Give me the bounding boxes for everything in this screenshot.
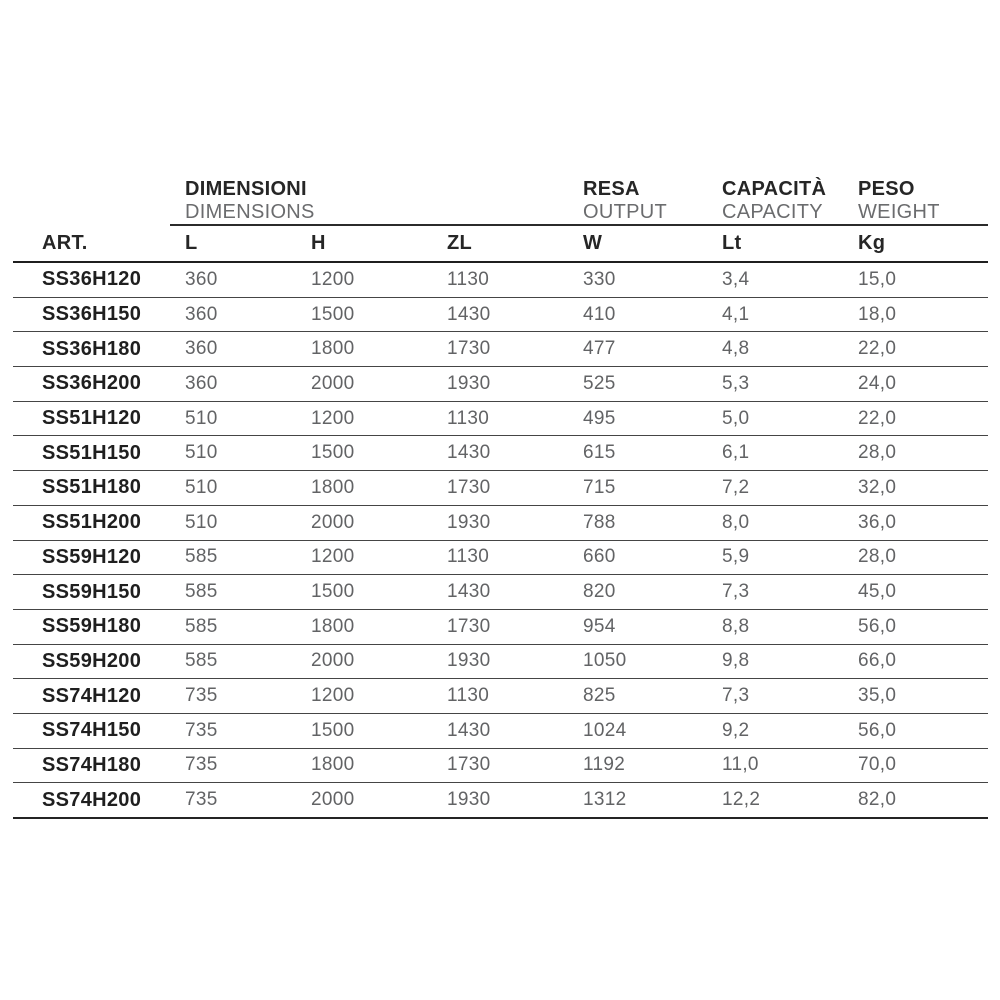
cell-l: 735 — [185, 754, 218, 776]
cell-art: SS36H180 — [42, 337, 142, 360]
spec-table — [13, 178, 988, 819]
cell-zl: 1730 — [447, 476, 491, 498]
cell-l: 510 — [185, 511, 218, 533]
cell-w: 495 — [583, 407, 616, 429]
cell-kg: 35,0 — [858, 685, 897, 707]
cell-art: SS51H200 — [42, 511, 142, 534]
table-row — [13, 263, 988, 298]
cell-lt: 7,3 — [722, 581, 750, 603]
cell-art: SS59H200 — [42, 649, 142, 672]
cell-art: SS36H200 — [42, 372, 142, 395]
cell-h: 1200 — [311, 268, 355, 290]
cell-w: 954 — [583, 615, 616, 637]
cell-zl: 1930 — [447, 650, 491, 672]
cell-l: 735 — [185, 685, 218, 707]
table-row — [13, 506, 988, 541]
cell-art: SS59H120 — [42, 545, 142, 568]
table-row — [13, 575, 988, 610]
cell-w: 1050 — [583, 650, 627, 672]
cell-zl: 1430 — [447, 442, 491, 464]
group-header-row — [13, 178, 988, 226]
cell-art: SS51H120 — [42, 407, 142, 430]
table-body — [13, 263, 988, 819]
cell-h: 1500 — [311, 719, 355, 741]
cell-lt: 3,4 — [722, 268, 750, 290]
cell-kg: 70,0 — [858, 754, 897, 776]
table-row — [13, 714, 988, 749]
cell-kg: 56,0 — [858, 719, 897, 741]
cell-w: 330 — [583, 268, 616, 290]
cell-lt: 12,2 — [722, 789, 761, 811]
cell-l: 735 — [185, 789, 218, 811]
table-row — [13, 298, 988, 333]
cell-l: 510 — [185, 442, 218, 464]
cell-zl: 1430 — [447, 303, 491, 325]
column-header-l: L — [185, 232, 198, 254]
cell-h: 1500 — [311, 303, 355, 325]
group-header-capacity — [722, 178, 826, 224]
cell-w: 715 — [583, 476, 616, 498]
table-row — [13, 610, 988, 645]
table-row — [13, 783, 988, 819]
cell-l: 360 — [185, 338, 218, 360]
cell-lt: 4,8 — [722, 338, 750, 360]
cell-h: 1500 — [311, 442, 355, 464]
cell-kg: 32,0 — [858, 476, 897, 498]
table-row — [13, 541, 988, 576]
cell-zl: 1130 — [447, 268, 490, 290]
cell-kg: 28,0 — [858, 442, 897, 464]
cell-zl: 1730 — [447, 615, 491, 637]
cell-w: 825 — [583, 685, 616, 707]
table-row — [13, 749, 988, 784]
cell-lt: 5,9 — [722, 546, 750, 568]
cell-art: SS74H120 — [42, 684, 142, 707]
cell-l: 510 — [185, 407, 218, 429]
cell-l: 360 — [185, 268, 218, 290]
cell-zl: 1930 — [447, 511, 491, 533]
cell-w: 615 — [583, 442, 616, 464]
table-row — [13, 332, 988, 367]
cell-l: 510 — [185, 476, 218, 498]
cell-l: 585 — [185, 581, 218, 603]
cell-lt: 4,1 — [722, 303, 750, 325]
group-label-it: PESO — [858, 178, 915, 200]
cell-lt: 5,3 — [722, 372, 750, 394]
column-header-art: ART. — [42, 232, 88, 254]
cell-w: 477 — [583, 338, 616, 360]
cell-art: SS36H150 — [42, 303, 142, 326]
column-header-zl: ZL — [447, 232, 473, 254]
cell-zl: 1130 — [447, 546, 490, 568]
cell-h: 2000 — [311, 789, 355, 811]
cell-art: SS74H150 — [42, 719, 142, 742]
cell-zl: 1930 — [447, 372, 491, 394]
cell-kg: 82,0 — [858, 789, 897, 811]
cell-w: 1024 — [583, 719, 627, 741]
cell-lt: 6,1 — [722, 442, 750, 464]
cell-zl: 1430 — [447, 719, 491, 741]
cell-h: 1500 — [311, 581, 355, 603]
column-header-row — [13, 226, 988, 263]
table-row — [13, 367, 988, 402]
cell-w: 525 — [583, 372, 616, 394]
cell-w: 820 — [583, 581, 616, 603]
cell-lt: 8,8 — [722, 615, 750, 637]
column-header-lt: Lt — [722, 232, 742, 254]
group-label-en: DIMENSIONS — [185, 201, 315, 223]
cell-art: SS74H200 — [42, 788, 142, 811]
group-label-en: CAPACITY — [722, 201, 823, 223]
cell-art: SS36H120 — [42, 268, 142, 291]
table-row — [13, 645, 988, 680]
cell-zl: 1430 — [447, 581, 491, 603]
group-label-it: DIMENSIONI — [185, 178, 307, 200]
cell-l: 360 — [185, 372, 218, 394]
cell-kg: 45,0 — [858, 581, 897, 603]
cell-l: 585 — [185, 546, 218, 568]
cell-h: 1800 — [311, 338, 355, 360]
cell-kg: 18,0 — [858, 303, 897, 325]
group-header-output — [583, 178, 667, 224]
cell-zl: 1730 — [447, 338, 491, 360]
table-row — [13, 436, 988, 471]
cell-art: SS59H180 — [42, 615, 142, 638]
cell-w: 660 — [583, 546, 616, 568]
group-label-it: CAPACITÀ — [722, 178, 827, 200]
cell-lt: 7,3 — [722, 685, 750, 707]
cell-w: 1312 — [583, 789, 627, 811]
column-header-h: H — [311, 232, 326, 254]
cell-lt: 5,0 — [722, 407, 750, 429]
cell-kg: 28,0 — [858, 546, 897, 568]
cell-lt: 9,8 — [722, 650, 750, 672]
cell-h: 2000 — [311, 650, 355, 672]
cell-kg: 22,0 — [858, 407, 897, 429]
group-label-it: RESA — [583, 178, 640, 200]
cell-h: 1800 — [311, 754, 355, 776]
cell-kg: 24,0 — [858, 372, 897, 394]
cell-l: 585 — [185, 615, 218, 637]
cell-lt: 11,0 — [722, 754, 759, 776]
cell-l: 735 — [185, 719, 218, 741]
table-row — [13, 471, 988, 506]
group-header-dimensions — [185, 178, 315, 224]
cell-zl: 1730 — [447, 754, 491, 776]
cell-w: 788 — [583, 511, 616, 533]
cell-h: 1800 — [311, 476, 355, 498]
cell-kg: 15,0 — [858, 268, 897, 290]
cell-kg: 36,0 — [858, 511, 897, 533]
cell-art: SS74H180 — [42, 753, 142, 776]
cell-h: 1200 — [311, 685, 355, 707]
cell-kg: 22,0 — [858, 338, 897, 360]
table-row — [13, 679, 988, 714]
cell-w: 1192 — [583, 754, 626, 776]
cell-h: 2000 — [311, 511, 355, 533]
group-label-en: OUTPUT — [583, 201, 668, 223]
table-row — [13, 402, 988, 437]
cell-art: SS51H150 — [42, 441, 142, 464]
cell-h: 1200 — [311, 407, 355, 429]
column-header-kg: Kg — [858, 232, 886, 254]
cell-l: 585 — [185, 650, 218, 672]
cell-l: 360 — [185, 303, 218, 325]
group-header-weight — [858, 178, 940, 224]
cell-h: 2000 — [311, 372, 355, 394]
cell-art: SS51H180 — [42, 476, 142, 499]
cell-zl: 1130 — [447, 685, 490, 707]
cell-lt: 8,0 — [722, 511, 750, 533]
group-label-en: WEIGHT — [858, 201, 940, 223]
cell-zl: 1130 — [447, 407, 490, 429]
cell-h: 1200 — [311, 546, 355, 568]
cell-lt: 9,2 — [722, 719, 750, 741]
column-header-w: W — [583, 232, 603, 254]
cell-art: SS59H150 — [42, 580, 142, 603]
cell-lt: 7,2 — [722, 476, 750, 498]
cell-w: 410 — [583, 303, 616, 325]
cell-zl: 1930 — [447, 789, 491, 811]
cell-h: 1800 — [311, 615, 355, 637]
cell-kg: 66,0 — [858, 650, 897, 672]
cell-kg: 56,0 — [858, 615, 897, 637]
